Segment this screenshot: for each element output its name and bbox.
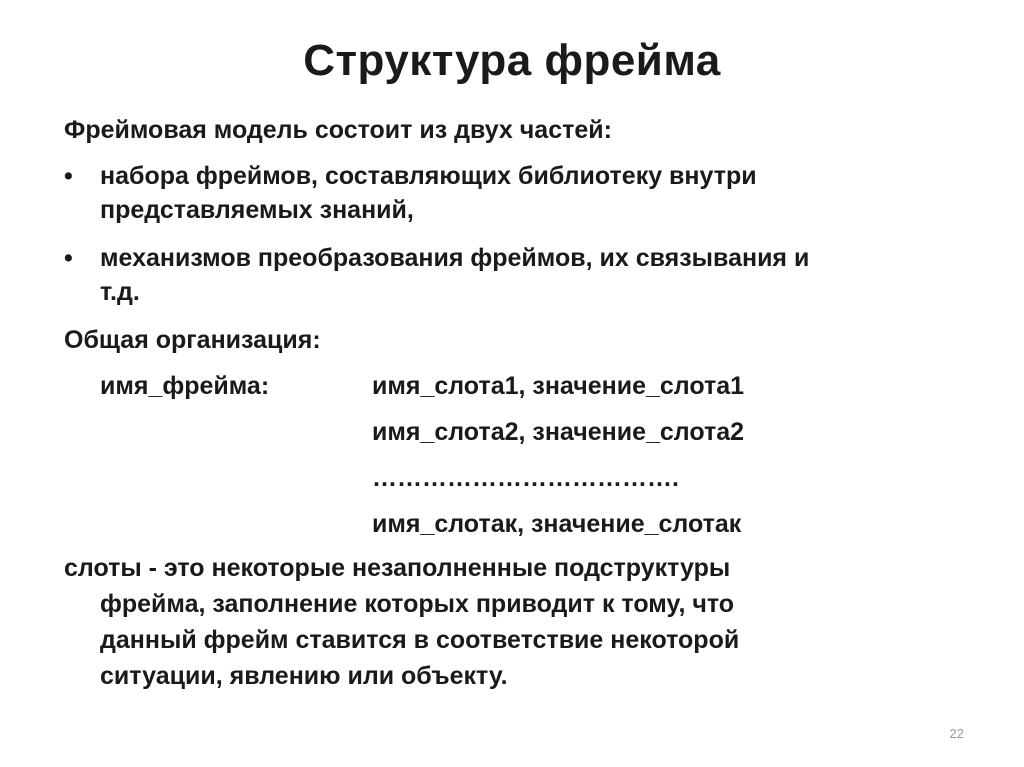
- bullet-marker: •: [64, 162, 73, 190]
- definition-line-4: ситуации, явлению или объекту.: [100, 662, 508, 690]
- slot-ellipsis: ……………………………….: [372, 464, 679, 492]
- slide-title: Структура фрейма: [303, 36, 721, 85]
- bullet-1-line-1: набора фреймов, составляющих библиотеку внутри: [100, 162, 757, 190]
- slot-line-k: имя_слотак, значение_слотак: [372, 510, 742, 538]
- bullet-2-line-2: т.д.: [100, 278, 140, 306]
- definition-line-1: слоты - это некоторые незаполненные подструктуры: [64, 554, 731, 582]
- frame-name-label: имя_фрейма:: [100, 372, 270, 400]
- definition-line-2: фрейма, заполнение которых приводит к тому, что: [100, 590, 735, 618]
- bullet-1-line-2: представляемых знаний,: [100, 196, 414, 224]
- slot-line-1: имя_слота1, значение_слота1: [372, 372, 745, 400]
- organization-heading: Общая организация:: [64, 326, 321, 354]
- definition-line-3: данный фрейм ставится в соответствие некоторой: [100, 626, 740, 654]
- intro-text: Фреймовая модель состоит из двух частей:: [64, 116, 612, 144]
- page-number: 22: [949, 726, 964, 741]
- bullet-2-line-1: механизмов преобразования фреймов, их связывания и: [100, 244, 810, 272]
- bullet-marker: •: [64, 244, 73, 272]
- slot-line-2: имя_слота2, значение_слота2: [372, 418, 745, 446]
